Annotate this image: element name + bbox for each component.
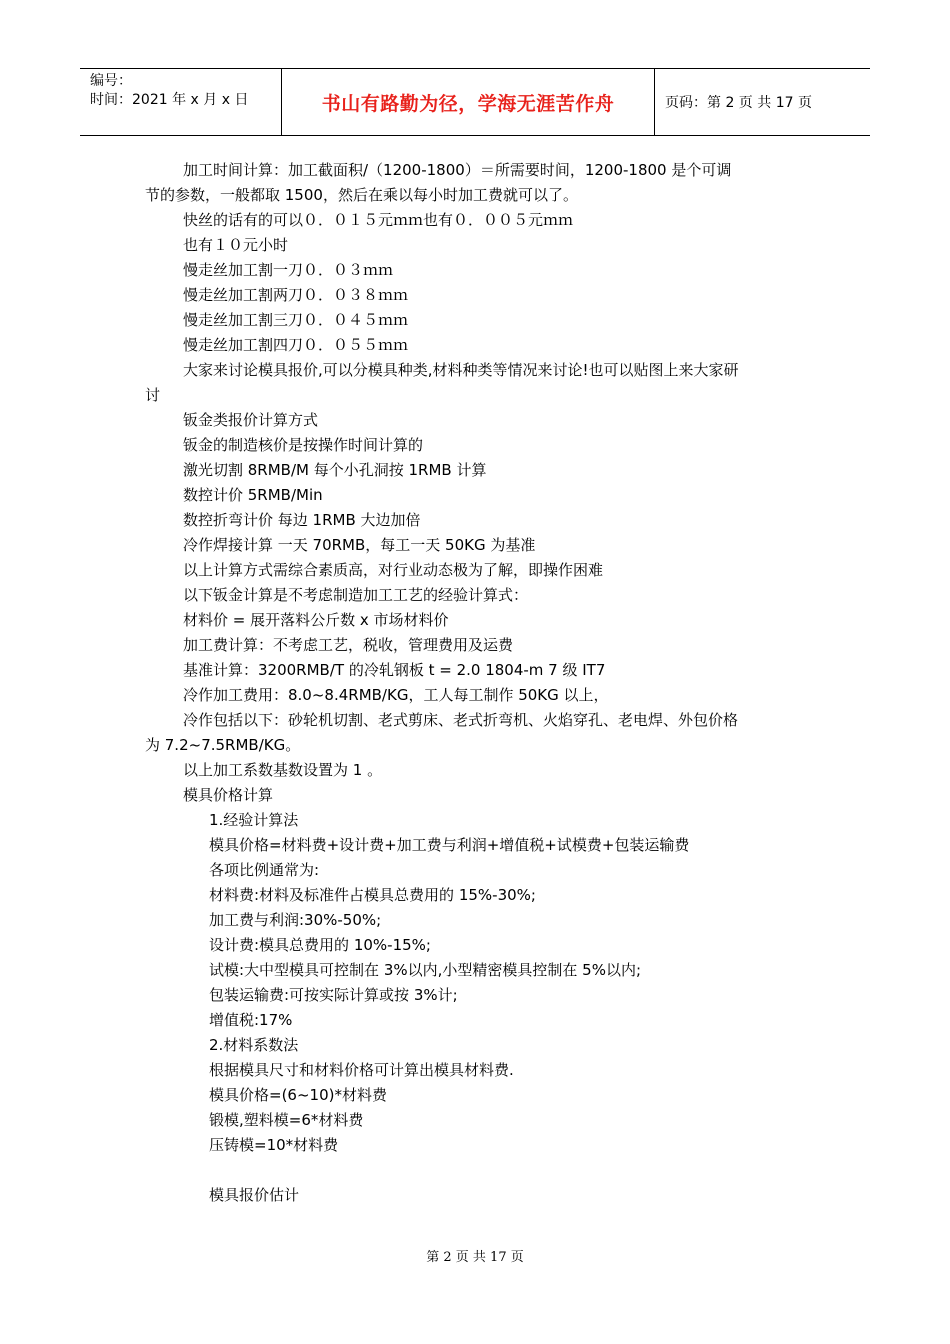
paragraph: 以下钣金计算是不考虑制造加工工艺的经验计算式： [183,586,529,604]
paragraph-continuation: 讨 [145,386,161,404]
paragraph: 以上计算方式需综合素质高，对行业动态极为了解，即操作困难 [183,561,604,579]
paragraph: 也有１０元小时 [183,236,289,254]
paragraph: 各项比例通常为: [209,861,320,879]
section-heading: 模具价格计算 [183,786,274,804]
paragraph: 冷作加工费用：8.0~8.4RMB/KG，工人每工制作 50KG 以上， [183,686,609,704]
paragraph: 激光切割 8RMB/M 每个小孔洞按 1RMB 计算 [183,461,487,479]
paragraph: 设计费:模具总费用的 10%-15%; [209,936,431,954]
number-label: 编号： [90,73,132,89]
paragraph: 压铸模=10*材料费 [209,1136,339,1154]
paragraph: 材料费:材料及标准件占模具总费用的 15%-30%; [209,886,536,904]
paragraph: 以上加工系数基数设置为 1 。 [183,761,383,779]
paragraph-continuation: 节的参数，一般都取 1500，然后在乘以每小时加工费就可以了。 [145,186,578,204]
paragraph: 慢走丝加工割一刀０．０３ｍｍ [183,261,394,279]
paragraph: 基准计算：3200RMB/T 的冷轧钢板 t = 2.0 1804-m 7 级 IT7 [183,661,606,679]
paragraph: 数控折弯计价 每边 1RMB 大边加倍 [183,511,421,529]
document-body [145,158,810,1208]
page-footer: 第 2 页 共 17 页 [426,1250,524,1265]
paragraph: 快丝的话有的可以０．０１５元ｍｍ也有０．００５元ｍｍ [183,211,574,229]
paragraph: 材料价 = 展开落料公斤数 x 市场材料价 [183,611,449,629]
header-motto: 书山有路勤为径，学海无涯苦作舟 [282,69,655,135]
blank-line [145,1158,810,1183]
date-line: 时间：2021 年 x 月 x 日 [90,92,249,108]
paragraph: 包装运输费:可按实际计算或按 3%计; [209,986,458,1004]
paragraph: 冷作焊接计算 一天 70RMB，每工一天 50KG 为基准 [183,536,536,554]
paragraph: 模具价格=(6~10)*材料费 [209,1086,387,1104]
paragraph: 慢走丝加工割两刀０．０３８ｍｍ [183,286,409,304]
paragraph: 钣金的制造核价是按操作时间计算的 [183,436,424,454]
paragraph: 试模:大中型模具可控制在 3%以内,小型精密模具控制在 5%以内; [209,961,642,979]
subsection-heading: 2.材料系数法 [209,1036,299,1054]
section-heading: 模具报价估计 [209,1186,300,1204]
paragraph: 冷作包括以下：砂轮机切割、老式剪床、老式折弯机、火焰穿孔、老电焊、外包价格 [183,711,739,729]
paragraph: 慢走丝加工割四刀０．０５５ｍｍ [183,336,409,354]
page-header [80,68,870,136]
paragraph: 加工费计算：不考虑工艺，税收，管理费用及运费 [183,636,514,654]
subsection-heading: 1.经验计算法 [209,811,299,829]
paragraph: 增值税:17% [209,1011,293,1029]
section-heading: 钣金类报价计算方式 [183,411,319,429]
paragraph: 加工费与利润:30%-50%; [209,911,382,929]
paragraph: 加工时间计算：加工截面积/（1200-1800）＝所需要时间，1200-1800 是个可调 [183,161,732,179]
paragraph: 锻模,塑料模=6*材料费 [209,1111,364,1129]
paragraph-continuation: 为 7.2~7.5RMB/KG。 [145,736,301,754]
paragraph: 数控计价 5RMB/Min [183,486,323,504]
header-page-info: 页码：第 2 页 共 17 页 [665,95,812,111]
paragraph: 模具价格=材料费+设计费+加工费与利润+增值税+试模费+包装运输费 [209,836,690,854]
paragraph: 慢走丝加工割三刀０．０４５ｍｍ [183,311,409,329]
paragraph: 大家来讨论模具报价,可以分模具种类,材料种类等情况来讨论!也可以贴图上来大家研 [183,361,739,379]
header-meta [80,69,282,135]
paragraph: 根据模具尺寸和材料价格可计算出模具材料费. [209,1061,514,1079]
